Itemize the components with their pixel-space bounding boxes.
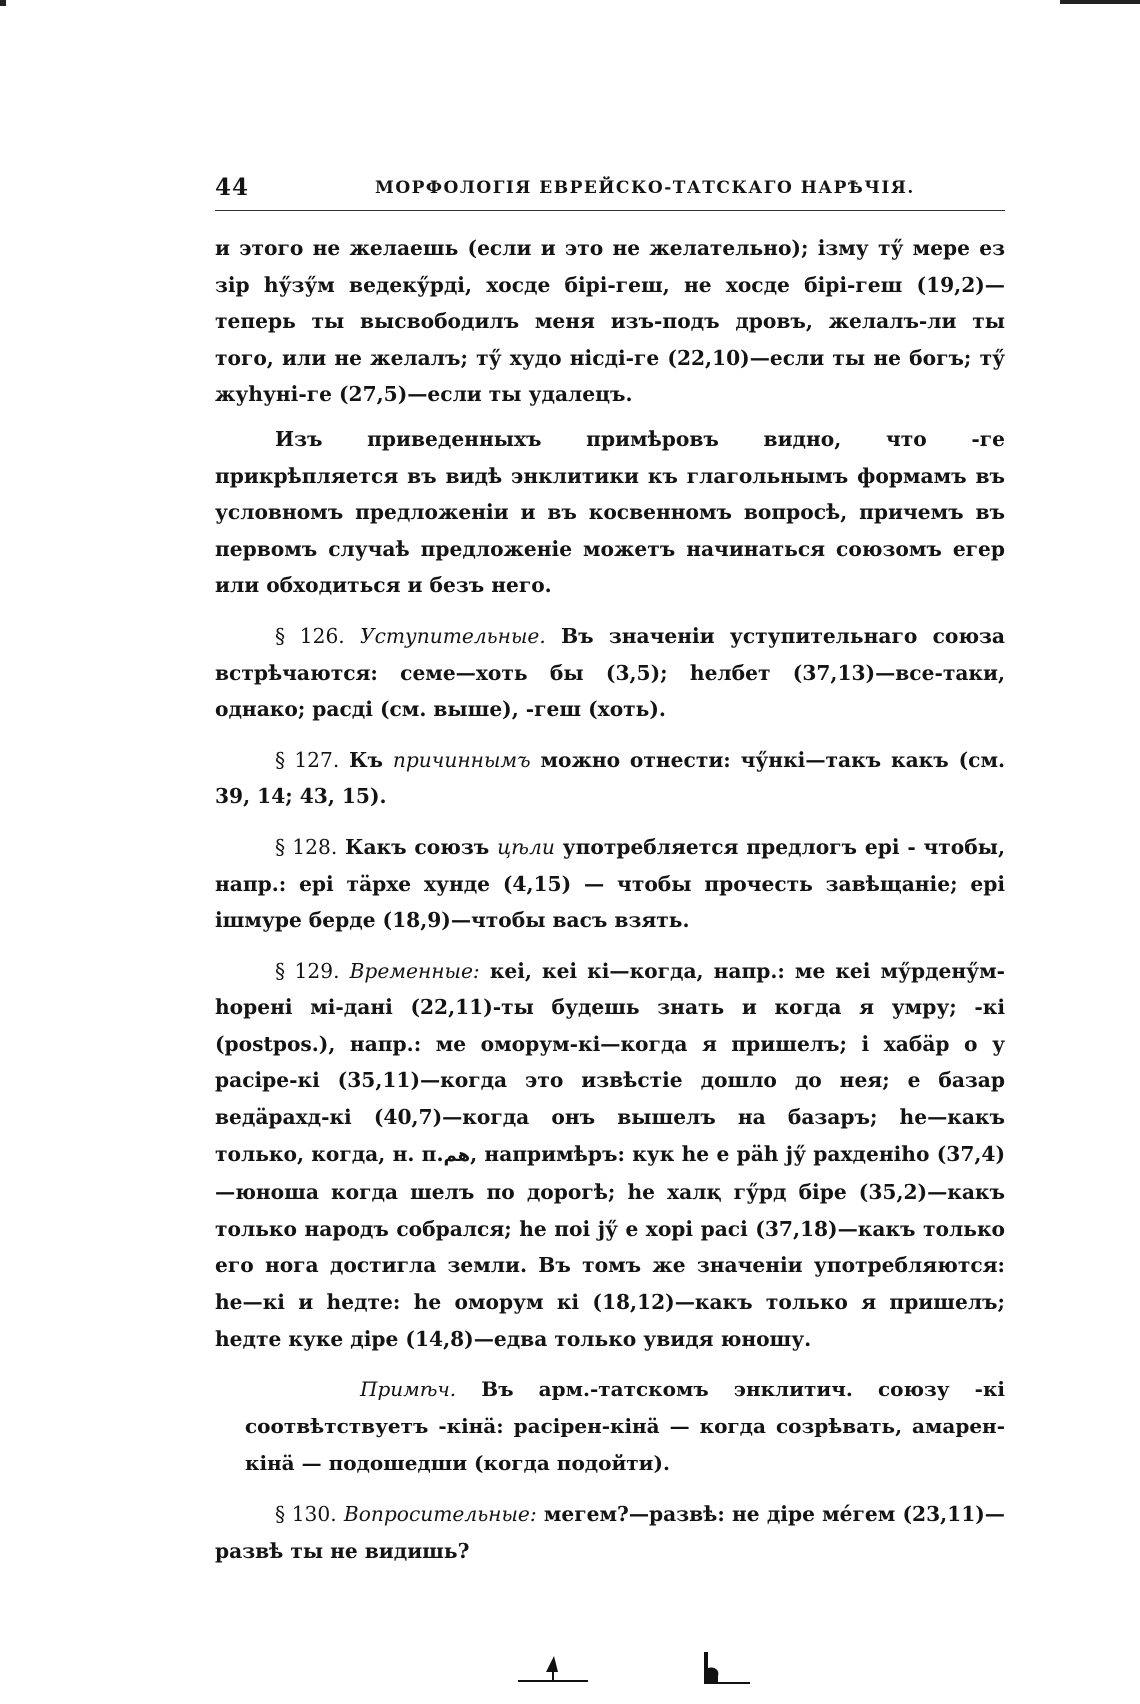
page-number: 44 — [215, 174, 250, 201]
section-126-text: Въ значеніи уступительнаго союза встрѣчаются: семе—хоть бы (3,5); һелбет (37,13)—все-таки, однако; расдi (см. выше), -геш (хоть). — [215, 623, 1005, 722]
note-text: Въ арм.-татскомъ энклитич. союзу -кi соотвѣтствуетъ -кінä: расірен-кінä — когда созрѣвать, амарен-кінä — подошедши (когда подойти). — [245, 1377, 1006, 1476]
section-127-number: § 127. — [275, 747, 340, 772]
section-129-text-after: , напримѣръ: кук һе е рäһ јӳ рахденiһо (37,4)—юноша когда шелъ по дорогѣ; һе халқ гӳрд біре (35,2)—какъ только народъ собрался; һе поі јӳ е хорі расі (37,18)—какъ только его нога достигла земли. Въ томъ же значеніи употребляются: һе—кi и һедте: һе оморум кi (18,12)—какъ только я пришелъ; һедте куке діре (14,8)—едва только увидя юношу. — [215, 1141, 1005, 1351]
section-129 — [215, 953, 1005, 1358]
binding-mark-left-icon — [518, 1652, 588, 1682]
header-rule — [215, 210, 1005, 211]
paragraph-enclitic-note: Изъ приведенныхъ примѣровъ видно, что -ге прикрѣпляется въ видѣ энклитики къ глагольнымъ формамъ въ условномъ предложеніи и въ косвенномъ вопросѣ, причемъ въ первомъ случаѣ предложеніе можетъ начинаться союзомъ егер или обходиться и безъ него. — [215, 426, 1005, 598]
section-130 — [215, 1496, 1005, 1569]
section-130-number: § 130. — [275, 1502, 337, 1527]
note-armenian-tat — [215, 1371, 1005, 1482]
section-127-heading: причиннымъ — [392, 747, 531, 772]
section-130-text: мегем?—развѣ: не діре мéгем (23,11)—развѣ ты не видишь? — [215, 1502, 1005, 1563]
section-128 — [215, 829, 1005, 939]
section-130-heading: Вопросительные: — [343, 1502, 537, 1527]
section-129-heading: Временные: — [349, 958, 480, 983]
section-128-pre: Какъ союзъ — [345, 834, 490, 859]
section-127-text: можно отнести: чӳнкі—такъ какъ (см. 39, 14; 43, 15). — [215, 747, 1006, 809]
section-128-heading: цѣли — [497, 834, 555, 859]
section-126-number: § 126. — [275, 623, 345, 648]
section-128-text: употребляется предлогъ ері - чтобы, напр.: ері тäрхе хунде (4,15) — чтобы прочесть завѣщаніе; ері ішмуре берде (18,9)—чтобы васъ взять. — [215, 834, 1005, 933]
scan-mark-top-left — [0, 0, 6, 6]
page-body — [215, 230, 1005, 1583]
section-127 — [215, 742, 1005, 815]
section-127-pre: Къ — [349, 747, 384, 772]
scan-mark-top-right — [1060, 0, 1140, 4]
page-header — [215, 174, 1005, 204]
section-128-number: § 128. — [275, 834, 338, 859]
running-head: МОРФОЛОГІЯ ЕВРЕЙСКО-ТАТСКАГО НАРѢЧІЯ. — [375, 178, 915, 198]
footer-marks — [500, 1652, 800, 1692]
section-129-text-before: кеі, кеі кi—когда, напр.: ме кеі мӳрденӳм-һорені мi-дані (22,11)-ты будешь знать и когда я умру; -кi (postpos.), напр.: ме оморум-кi—когда я пришелъ; і хабäр о у расіре-кi (35,11)—когда это извѣстіе дошло до нея; е базар ведäрахд-кi (40,7)—когда онъ вышелъ на базаръ; һе—какъ только, когда, н. п. — [215, 958, 1005, 1166]
section-129-number: § 129. — [275, 958, 340, 983]
binding-mark-right-icon — [700, 1652, 750, 1686]
section-126 — [215, 618, 1005, 728]
section-129-arabic: هم — [443, 1144, 471, 1166]
note-label: Примѣч. — [360, 1377, 457, 1402]
section-126-heading: Уступительные. — [359, 623, 546, 648]
paragraph-conditional-examples: и этого не желаешь (если и это не желательно); ізму тӳ мере ез зір һӳзӳм ведекӳрді, хосде бірі-геш, не хосде бірі-геш (19,2)—теперь ты высвободилъ меня изъ-подъ дровъ, желалъ-ли ты того, или не желалъ; тӳ худо нісдi-ге (22,10)—если ты не богъ; тӳ жуһуні-ге (27,5)—если ты удалецъ. — [215, 236, 1005, 407]
